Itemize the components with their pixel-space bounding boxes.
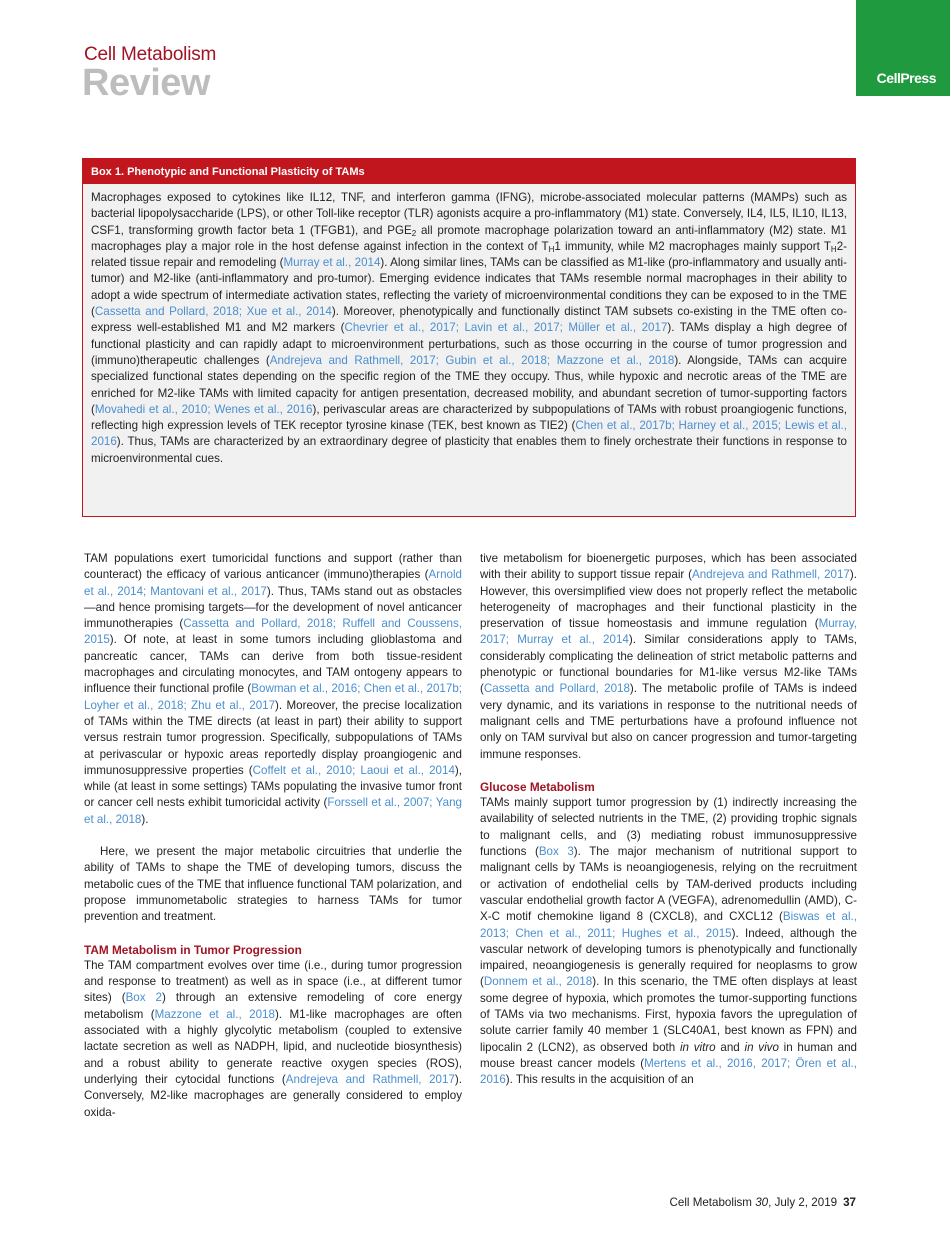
citation-link[interactable]: Chevrier et al., 2017; Lavin et al., 2017; Müller et al., 2017 bbox=[344, 321, 668, 335]
paragraph: TAM populations exert tumoricidal functions and support (rather than counteract) the efficacy of various anticancer (immuno)therapies (Arnold et al., 2014; Mantovani et al., 2017). Thus, TAMs stand out as obstacles—and hence promising targets—for the development of novel anticancer immunotherapies (Cassetta and Pollard, 2018; Ruffell and Coussens, 2015). Of note, at least in some tumors including glioblastoma and pancreatic cancer, TAMs can derive from both tissue-resident macrophages and circulating monocytes, and TAM ontogeny appears to influence their functional profile (Bowman et al., 2016; Chen et al., 2017b; Loyher et al., 2018; Zhu et al., 2017). Moreover, the precise localization of TAMs within the TME directs (at least in part) their ability to support versus restrain tumor progression. Specifically, subpopulations of TAMs at perivascular or hypoxic areas reportedly display proangiogenic and immunosuppressive properties (Coffelt et al., 2010; Laoui et al., 2014), while (at least in some settings) TAMs populating the invasive tumor front or cancer cell nests exhibit tumoricidal activity (Forssell et al., 2007; Yang et al., 2018). bbox=[84, 552, 462, 826]
paragraph: tive metabolism for bioenergetic purposes, which has been associated with their ability to support tissue repair (Andrejeva and Rathmell, 2017). However, this oversimplified view does not properly reflect the metabolic heterogeneity of macrophages and their functional plasticity in the preservation of tissue homeostasis and immune regulation (Murray, 2017; Murray et al., 2014). Similar considerations apply to TAMs, considerably complicating the delineation of strict metabolic patterns and phenotypic or functional boundaries for M1-like versus M2-like TAMs (Cassetta and Pollard, 2018). The metabolic profile of TAMs is indeed very dynamic, and its variations in response to the nutritional needs of malignant cells and TME perturbations have a profound influence not only on TAM survival but also on cancer progression and tumor-targeting immune responses. bbox=[480, 552, 857, 761]
paragraph: The TAM compartment evolves over time (i.e., during tumor progression and response to treatment) as well as in space (i.e., at different tumor sites) (Box 2) through an extensive remodeling of core energy metabolism (Mazzone et al., 2018). M1-like macrophages are often associated with a highly glycolytic metabolism (coupled to extensive lactate secretion as well as NADPH, lipid, and nucleotide biosynthesis) and a robust ability to generate reactive oxygen species (ROS), underlying their cytocidal functions (Andrejeva and Rathmell, 2017). Conversely, M2-like macrophages are generally considered to employ oxida- bbox=[84, 958, 463, 1119]
page-number: 37 bbox=[843, 1196, 856, 1209]
right-column bbox=[480, 551, 857, 1105]
citation-link[interactable]: Forssell et al., 2007; Yang et al., 2018 bbox=[84, 796, 462, 826]
cellpress-logo bbox=[856, 0, 950, 96]
paragraph: Here, we present the major metabolic circuitries that underlie the ability of TAMs to shape the TME of developing tumors, discuss the metabolic cues of the TME that influence functional TAM polarization, and propose immunometabolic strategies to harness TAMs for tumor prevention and treatment. bbox=[84, 845, 462, 924]
section-heading: Glucose Metabolism bbox=[480, 779, 595, 794]
page-footer: Cell Metabolism 30, July 2, 2019 37 bbox=[669, 1196, 856, 1209]
section-heading: TAM Metabolism in Tumor Progression bbox=[84, 942, 302, 957]
box-1 bbox=[82, 158, 856, 517]
citation-link[interactable]: Cassetta and Pollard, 2018; Xue et al., 2014 bbox=[94, 305, 332, 319]
citation-link[interactable]: Coffelt et al., 2010; Laoui et al., 2014 bbox=[252, 763, 455, 777]
section-label: Review bbox=[82, 62, 210, 104]
logo-text: CellPress bbox=[876, 70, 936, 86]
citation-link[interactable]: Donnem et al., 2018 bbox=[483, 975, 593, 989]
box-title: Box 1. Phenotypic and Functional Plasticity of TAMs bbox=[83, 159, 855, 184]
citation-link[interactable]: Chen et al., 2017b; Harney et al., 2015; Lewis et al., 2016 bbox=[91, 419, 847, 449]
citation-link[interactable]: Bowman et al., 2016; Chen et al., 2017b; Loyher et al., 2018; Zhu et al., 2017 bbox=[84, 682, 462, 712]
journal-name: Cell Metabolism bbox=[84, 44, 217, 65]
citation-link[interactable]: Andrejeva and Rathmell, 2017 bbox=[285, 1072, 455, 1086]
paragraph: TAMs mainly support tumor progression by (1) indirectly increasing the availability of selected nutrients in the TME, (2) providing trophic signals to malignant cells, and (3) mediating robust immunosuppressive functions (Box 3). The major mechanism of nutritional support to malignant cells by TAMs is neoangiogenesis, relying on the recruitment or activation of endothelial cells by TAM-derived products including vascular endothelial growth factor A (VEGFA), adrenomedullin (AMD), C-X-C motif chemokine ligand 8 (CXCL8), and CXCL12 (Biswas et al., 2013; Chen et al., 2011; Hughes et al., 2015). Indeed, although the vascular network of developing tumors is phenotypically and functionally impaired, neoangiogenesis is generally required for neoplasms to grow (Donnem et al., 2018). In this scenario, the TME often displays at least some degree of hypoxia, which promotes the tumor-supporting functions of TAMs via two mechanisms. First, hypoxia favors the upregulation of solute carrier family 40 member 1 (SLC40A1, best known as FPN) and lipocalin 2 (LCN2), as observed both in vitro and in vivo in human and mouse breast cancer models (Mertens et al., 2016, 2017; Ören et al., 2016). This results in the acquisition of an bbox=[480, 796, 857, 1087]
citation-link[interactable]: Murray et al., 2014 bbox=[283, 256, 381, 270]
citation-link[interactable]: Mazzone et al., 2018 bbox=[154, 1007, 275, 1021]
box-link[interactable]: Box 3 bbox=[538, 845, 574, 859]
citation-link[interactable]: Cassetta and Pollard, 2018; Ruffell and Coussens, 2015 bbox=[84, 617, 462, 647]
left-column bbox=[84, 551, 462, 1137]
box-link[interactable]: Box 2 bbox=[125, 991, 162, 1005]
citation-link[interactable]: Biswas et al., 2013; Chen et al., 2011; Hughes et al., 2015 bbox=[480, 910, 857, 940]
citation-link[interactable]: Andrejeva and Rathmell, 2017 bbox=[691, 568, 850, 582]
citation-link[interactable]: Murray, 2017; Murray et al., 2014 bbox=[480, 617, 857, 647]
citation-link[interactable]: Arnold et al., 2014; Mantovani et al., 2017 bbox=[84, 568, 462, 598]
citation-link[interactable]: Cassetta and Pollard, 2018 bbox=[483, 682, 630, 696]
citation-link[interactable]: Mertens et al., 2016, 2017; Ören et al., 2016 bbox=[480, 1056, 857, 1087]
citation-link[interactable]: Movahedi et al., 2010; Wenes et al., 2016 bbox=[94, 402, 313, 416]
box-body: Macrophages exposed to cytokines like IL12, TNF, and interferon gamma (IFNG), microbe-associated molecular patterns (MAMPs) such as bacterial lipopolysaccharide (LPS), or other Toll-like receptor (TLR) agonists acquire a pro-inflammatory (M1) state. Conversely, IL4, IL5, IL10, IL13, CSF1, transforming growth factor beta 1 (TFGB1), and $PGE_2$ all promote macrophage polarization toward an anti-inflammatory (M2) state. M1 macrophages play a major role in the host defense against infection in the context of $T_H1$ immunity, while M2 macrophages mainly support $T_H2$-related tissue repair and remodeling (Murray et al., 2014). Along similar lines, TAMs can be classified as M1-like (pro-inflammatory and usually anti-tumor) and M2-like (anti-inflammatory and pro-tumor). Emerging evidence indicates that TAMs resemble normal macrophages in their ability to adopt a wide spectrum of intermediate activation states, reflecting the variety of microenvironmental conditions they can be exposed to in the TME (Cassetta and Pollard, 2018; Xue et al., 2014). Moreover, phenotypically and functionally distinct TAM subsets co-existing in the TME often co-express well-established M1 and M2 markers (Chevrier et al., 2017; Lavin et al., 2017; Müller et al., 2017). TAMs display a high degree of functional plasticity and can rapidly adapt to microenvironment perturbations, such as those occurring in the course of tumor progression and (immuno)therapeutic challenges (Andrejeva and Rathmell, 2017; Gubin et al., 2018; Mazzone et al., 2018). Alongside, TAMs can acquire specialized functional states depending on the specific region of the TME they occupy. Thus, while hypoxic and necrotic areas of the TME are enriched for M2-like TAMs with limited capacity for antigen presentation, decreased mobility, and abundant secretion of tumor-supporting factors (Movahedi et al., 2010; Wenes et al., 2016), perivascular areas are characterized by subpopulations of TAMs with robust proangiogenic functions, reflecting high expression levels of TEK receptor tyrosine kinase (TEK, best known as TIE2) (Chen et al., 2017b; Harney et al., 2015; Lewis et al., 2016). Thus, TAMs are characterized by an extraordinary degree of plasticity that enables them to finely orchestrate their functions in response to microenvironmental cues. bbox=[91, 191, 848, 465]
citation-link[interactable]: Andrejeva and Rathmell, 2017; Gubin et al., 2018; Mazzone et al., 2018 bbox=[269, 353, 675, 367]
